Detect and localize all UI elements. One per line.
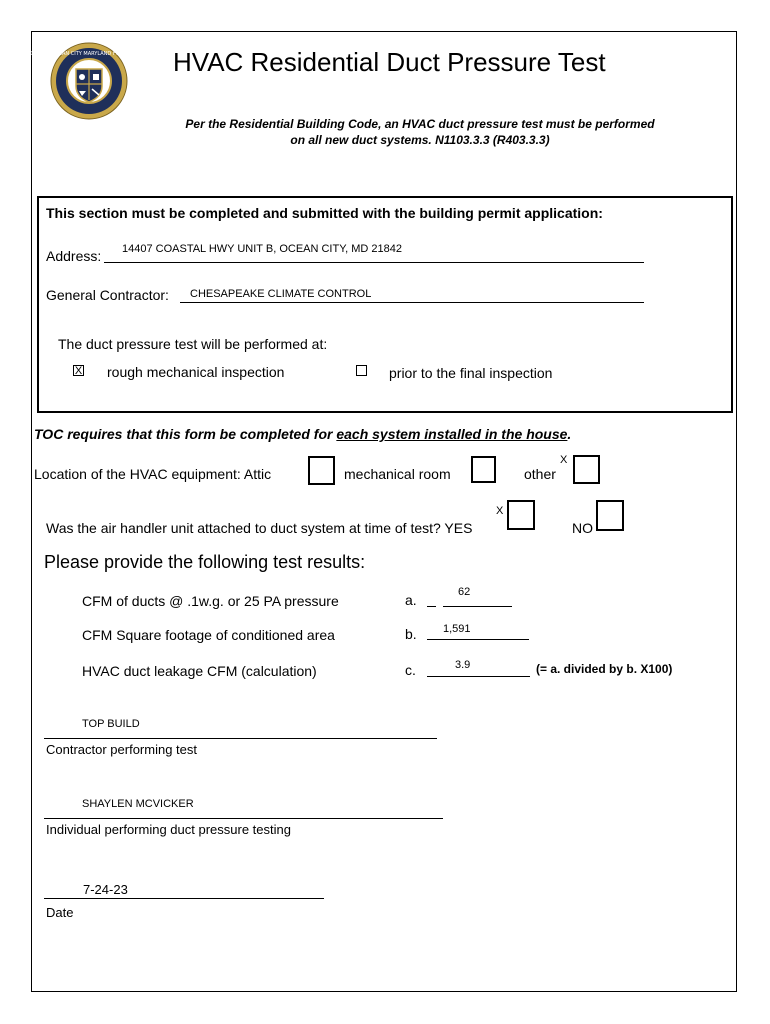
- test-timing-label: The duct pressure test will be performed at:: [58, 336, 328, 352]
- form-title: HVAC Residential Duct Pressure Test: [173, 47, 606, 77]
- form-subtitle: [140, 116, 700, 148]
- contractor-performing-label: Contractor performing test: [46, 742, 198, 757]
- hvac-location-label: Location of the HVAC equipment: Attic: [34, 466, 272, 482]
- individual-performing-value[interactable]: SHAYLEN MCVICKER: [82, 798, 194, 810]
- result-line-a: [443, 606, 512, 607]
- result-letter-c: c.: [405, 662, 416, 678]
- air-handler-question: Was the air handler unit attached to duct system at time of test? YES: [46, 520, 473, 536]
- individual-performing-line: [44, 818, 443, 819]
- final-inspection-label: prior to the final inspection: [389, 365, 553, 381]
- other-mark: X: [560, 454, 568, 466]
- toc-note-suffix: .: [567, 426, 572, 442]
- individual-performing-label: Individual performing duct pressure testing: [46, 822, 291, 837]
- subtitle-line-2: on all new duct systems. N1103.3.3 (R403.3.3): [290, 133, 550, 147]
- seal-text: TOWN OF OCEAN CITY MARYLAND FOUNDED 1875: [25, 51, 153, 57]
- air-handler-no-label: NO: [572, 520, 593, 536]
- air-handler-yes-mark: X: [496, 505, 504, 517]
- subtitle-line-1: Per the Residential Building Code, an HVAC duct pressure test must be performed: [185, 117, 655, 131]
- result-value-a[interactable]: 62: [458, 586, 471, 598]
- rough-inspection-checkbox[interactable]: [73, 365, 84, 376]
- formula-note: (= a. divided by b. X100): [536, 662, 673, 676]
- result-line-b: [427, 639, 529, 640]
- page-border: [31, 31, 737, 992]
- address-value[interactable]: 14407 COASTAL HWY UNIT B, OCEAN CITY, MD 21842: [122, 243, 402, 255]
- general-contractor-value[interactable]: CHESAPEAKE CLIMATE CONTROL: [190, 288, 372, 300]
- results-heading: Please provide the following test results:: [44, 552, 366, 572]
- result-line-c: [427, 676, 530, 677]
- date-line: [44, 898, 324, 899]
- air-handler-yes-checkbox[interactable]: [507, 500, 535, 530]
- toc-note-emphasis: each system installed in the house: [336, 426, 568, 442]
- result-label-b: CFM Square footage of conditioned area: [82, 627, 335, 643]
- result-value-b[interactable]: 1,591: [443, 623, 471, 635]
- result-label-c: HVAC duct leakage CFM (calculation): [82, 663, 317, 679]
- date-label: Date: [46, 905, 74, 920]
- permit-section-heading: This section must be completed and submitted with the building permit application:: [46, 205, 603, 221]
- attic-checkbox[interactable]: [308, 456, 335, 485]
- general-contractor-line: [180, 302, 644, 303]
- general-contractor-label: General Contractor:: [46, 287, 169, 303]
- other-label: other: [524, 466, 556, 482]
- contractor-performing-line: [44, 738, 437, 739]
- rough-inspection-label: rough mechanical inspection: [107, 364, 285, 380]
- result-label-a: CFM of ducts @ .1w.g. or 25 PA pressure: [82, 593, 339, 609]
- result-line-a-short: [427, 606, 436, 607]
- toc-note-prefix: TOC requires that this form be completed for: [34, 426, 337, 442]
- mechanical-room-label: mechanical room: [344, 466, 451, 482]
- contractor-performing-value[interactable]: TOP BUILD: [82, 718, 140, 730]
- toc-note: [34, 426, 571, 442]
- address-line: [104, 262, 644, 263]
- air-handler-no-checkbox[interactable]: [596, 500, 624, 531]
- result-value-c[interactable]: 3.9: [455, 659, 471, 671]
- mechanical-room-checkbox[interactable]: [471, 456, 496, 483]
- permit-section-box: [37, 196, 733, 413]
- rough-inspection-mark: X: [74, 365, 83, 377]
- other-checkbox[interactable]: [573, 455, 600, 484]
- result-letter-b: b.: [405, 626, 417, 642]
- address-label: Address:: [46, 248, 102, 264]
- result-letter-a: a.: [405, 592, 417, 608]
- final-inspection-checkbox[interactable]: [356, 365, 367, 376]
- town-seal-icon: [25, 42, 153, 120]
- date-value[interactable]: 7-24-23: [83, 882, 128, 897]
